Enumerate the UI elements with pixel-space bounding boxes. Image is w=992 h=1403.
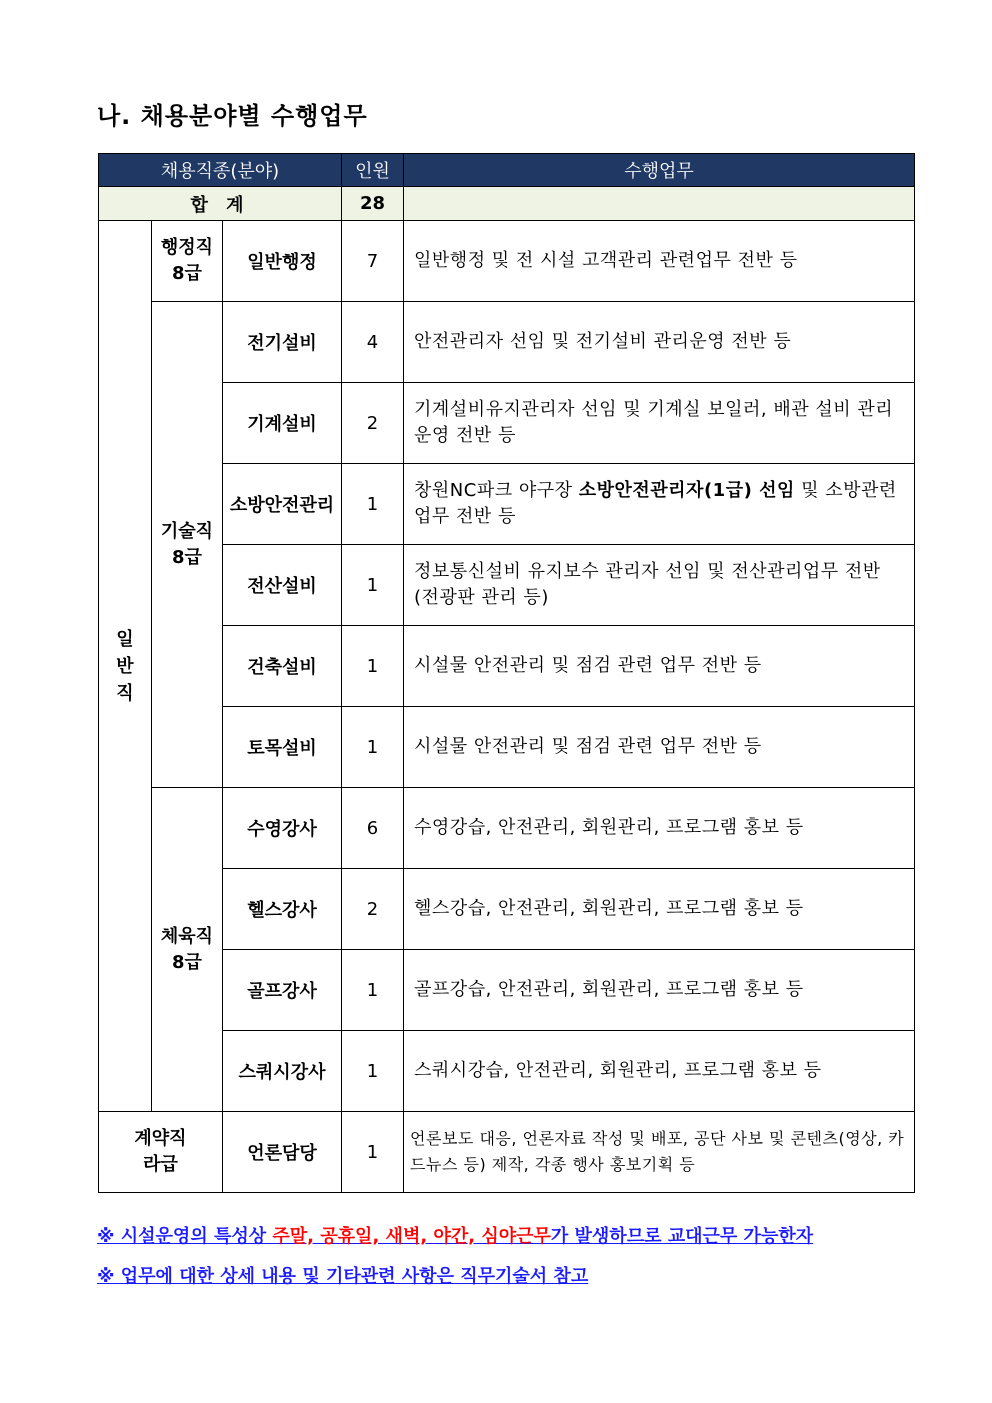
recruitment-table bbox=[98, 153, 915, 1193]
duties-text: 창원NC파크 야구장 bbox=[414, 480, 579, 501]
duties-bold-text: 소방안전관리자(1급) 선임 bbox=[578, 480, 795, 501]
field-cell: 소방안전관리 bbox=[223, 464, 342, 545]
general-category: 일 반 직 bbox=[99, 221, 152, 1112]
page-title: 나. 채용분야별 수행업무 bbox=[97, 102, 368, 130]
count-cell: 7 bbox=[342, 221, 404, 302]
count-cell: 4 bbox=[342, 302, 404, 383]
count-cell: 1 bbox=[342, 464, 404, 545]
count-cell: 2 bbox=[342, 383, 404, 464]
field-cell: 수영강사 bbox=[223, 788, 342, 869]
field-cell: 일반행정 bbox=[223, 221, 342, 302]
total-label: 합 계 bbox=[99, 187, 342, 221]
count-cell: 1 bbox=[342, 950, 404, 1031]
count-cell: 1 bbox=[342, 1031, 404, 1112]
group-sports: 체육직 8급 bbox=[152, 788, 223, 1112]
header-duties: 수행업무 bbox=[404, 154, 915, 187]
total-count: 28 bbox=[342, 187, 404, 221]
group-admin: 행정직 8급 bbox=[152, 221, 223, 302]
duties-cell: 시설물 안전관리 및 점검 관련 업무 전반 등 bbox=[404, 707, 915, 788]
duties-cell bbox=[404, 464, 915, 545]
group-technical: 기술직 8급 bbox=[152, 302, 223, 788]
note-text: 가 발생하므로 교대근무 가능한자 bbox=[550, 1226, 814, 1247]
header-category: 채용직종(분야) bbox=[99, 154, 342, 187]
table-row bbox=[99, 1112, 915, 1193]
count-cell: 1 bbox=[342, 545, 404, 626]
duties-cell: 기계설비유지관리자 선임 및 기계실 보일러, 배관 설비 관리운영 전반 등 bbox=[404, 383, 915, 464]
table-header-row bbox=[99, 154, 915, 187]
note-text: ※ 시설운영의 특성상 bbox=[97, 1226, 273, 1247]
count-cell: 1 bbox=[342, 626, 404, 707]
field-cell: 스쿼시강사 bbox=[223, 1031, 342, 1112]
note-job-description: ※ 업무에 대한 상세 내용 및 기타관련 사항은 직무기술서 참고 bbox=[97, 1266, 589, 1287]
duties-cell: 시설물 안전관리 및 점검 관련 업무 전반 등 bbox=[404, 626, 915, 707]
field-cell: 전산설비 bbox=[223, 545, 342, 626]
count-cell: 6 bbox=[342, 788, 404, 869]
count-cell: 2 bbox=[342, 869, 404, 950]
field-cell: 전기설비 bbox=[223, 302, 342, 383]
field-cell: 건축설비 bbox=[223, 626, 342, 707]
duties-cell: 스쿼시강습, 안전관리, 회원관리, 프로그램 홍보 등 bbox=[404, 1031, 915, 1112]
count-cell: 1 bbox=[342, 707, 404, 788]
duties-cell: 언론보도 대응, 언론자료 작성 및 배포, 공단 사보 및 콘텐츠(영상, 카드뉴스 등) 제작, 각종 행사 홍보기획 등 bbox=[404, 1112, 915, 1193]
note-highlight: 주말, 공휴일, 새벽, 야간, 심야근무 bbox=[272, 1226, 551, 1247]
duties-cell: 정보통신설비 유지보수 관리자 선임 및 전산관리업무 전반(전광판 관리 등) bbox=[404, 545, 915, 626]
duties-cell: 일반행정 및 전 시설 고객관리 관련업무 전반 등 bbox=[404, 221, 915, 302]
field-cell: 기계설비 bbox=[223, 383, 342, 464]
total-row bbox=[99, 187, 915, 221]
header-count: 인원 bbox=[342, 154, 404, 187]
table-row bbox=[99, 302, 915, 383]
duties-cell: 골프강습, 안전관리, 회원관리, 프로그램 홍보 등 bbox=[404, 950, 915, 1031]
group-contract: 계약직 라급 bbox=[99, 1112, 223, 1193]
field-cell: 헬스강사 bbox=[223, 869, 342, 950]
table-row bbox=[99, 788, 915, 869]
note-shift-work bbox=[97, 1222, 813, 1248]
count-cell: 1 bbox=[342, 1112, 404, 1193]
field-cell: 골프강사 bbox=[223, 950, 342, 1031]
duties-text: 및 소방관련 업무 전반 등 bbox=[414, 480, 897, 527]
table-row bbox=[99, 221, 915, 302]
total-duties-empty bbox=[404, 187, 915, 221]
duties-cell: 수영강습, 안전관리, 회원관리, 프로그램 홍보 등 bbox=[404, 788, 915, 869]
duties-cell: 안전관리자 선임 및 전기설비 관리운영 전반 등 bbox=[404, 302, 915, 383]
field-cell: 언론담당 bbox=[223, 1112, 342, 1193]
duties-cell: 헬스강습, 안전관리, 회원관리, 프로그램 홍보 등 bbox=[404, 869, 915, 950]
field-cell: 토목설비 bbox=[223, 707, 342, 788]
notes-section bbox=[97, 1222, 813, 1302]
